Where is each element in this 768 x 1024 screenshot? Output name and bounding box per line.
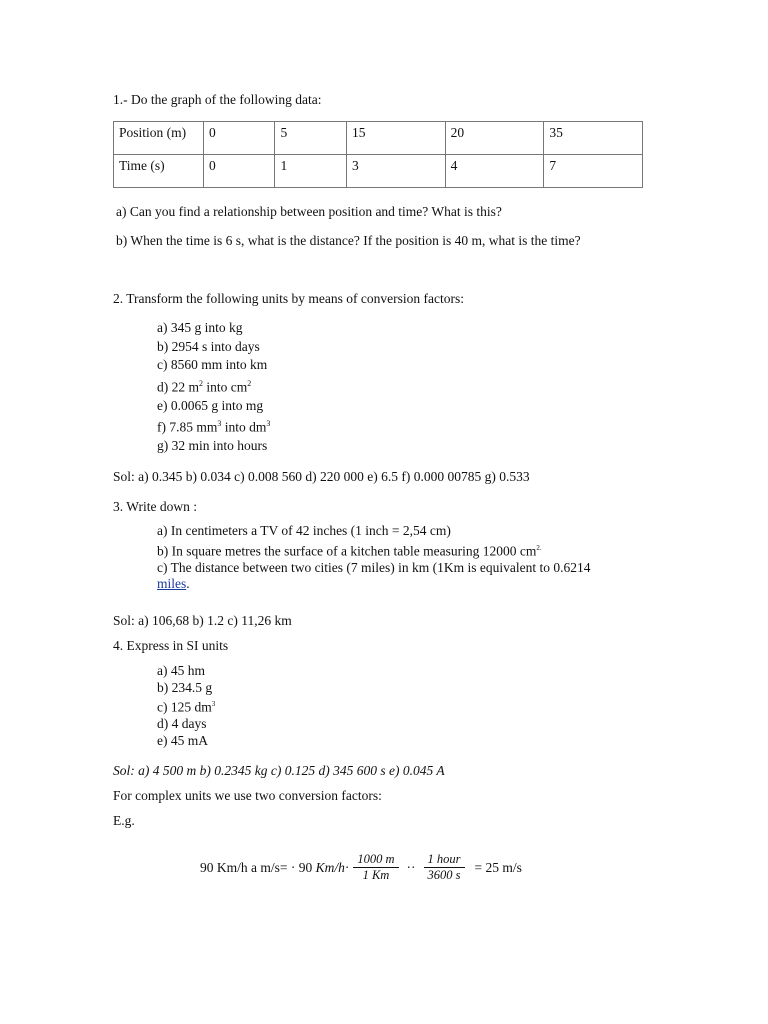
item-text: f) 7.85 mm: [157, 419, 218, 435]
table-cell: 20: [445, 122, 544, 155]
fraction-numerator: 1000 m: [353, 852, 398, 868]
q2-title: 2. Transform the following units by means of conversion factors:: [113, 291, 464, 306]
list-item: d) 4 days: [157, 716, 207, 731]
list-item: g) 32 min into hours: [157, 438, 268, 453]
list-item: c) The distance between two cities (7 miles) in km (1Km is equivalent to 0.6214: [157, 559, 591, 575]
fraction-denominator: 3600 s: [427, 868, 461, 882]
formula-lead: 90 Km/h a m/s= · 90: [200, 859, 316, 875]
table-cell: 7: [544, 155, 643, 188]
table-cell: 4: [445, 155, 544, 188]
table-row: [114, 155, 643, 188]
list-item: [157, 576, 591, 593]
formula-unit: Km/h: [315, 859, 345, 875]
q4-list: [157, 663, 215, 749]
formula-dot: ·: [344, 859, 350, 875]
table-cell: 0: [204, 122, 275, 155]
superscript: 3: [211, 700, 216, 708]
q1-title: 1.- Do the graph of the following data:: [113, 92, 322, 107]
formula-dot: ··: [406, 859, 416, 875]
conversion-formula: [200, 852, 522, 883]
q3-list: [157, 523, 591, 593]
q3-title: 3. Write down :: [113, 499, 197, 514]
data-table: [113, 121, 643, 188]
fraction-denominator: 1 Km: [362, 868, 390, 882]
list-item: [157, 375, 270, 397]
list-item: a) In centimeters a TV of 42 inches (1 inch = 2,54 cm): [157, 523, 451, 538]
table-cell: 3: [346, 155, 445, 188]
table-cell: 1: [275, 155, 346, 188]
superscript: 2: [247, 378, 252, 388]
formula-result: = 25 m/s: [474, 859, 522, 875]
superscript: 3: [217, 419, 222, 428]
example-label: E.g.: [113, 813, 135, 828]
q2-solution: Sol: a) 0.345 b) 0.034 c) 0.008 560 d) 220 000 e) 6.5 f) 0.000 00785 g) 0.533: [113, 469, 530, 484]
q2-list: [157, 319, 270, 456]
q4-solution: Sol: a) 4 500 m b) 0.2345 kg c) 0.125 d) 345 600 s e) 0.045 A: [113, 763, 445, 778]
table-cell: 5: [275, 122, 346, 155]
q4-title: 4. Express in SI units: [113, 638, 229, 653]
item-text: into cm: [203, 379, 248, 394]
list-item: e) 45 mA: [157, 732, 208, 748]
table-cell: 15: [346, 122, 445, 155]
item-text: into dm: [221, 419, 267, 435]
list-item: a) 45 hm: [157, 663, 205, 678]
table-row: [114, 122, 643, 155]
table-cell: 35: [544, 122, 643, 155]
superscript: 2.: [536, 543, 542, 552]
q1-part-b: b) When the time is 6 s, what is the distance? If the position is 40 m, what is the time?: [116, 233, 581, 248]
item-text: .: [186, 576, 190, 591]
list-item: [157, 540, 591, 560]
conversion-factor-1: [353, 852, 398, 883]
q1-part-a: a) Can you find a relationship between position and time? What is this?: [116, 204, 502, 219]
list-item: b) 234.5 g: [157, 679, 213, 695]
list-item: [157, 415, 270, 437]
conversion-factor-2: [424, 852, 465, 883]
list-item: [157, 696, 215, 716]
list-item: b) 2954 s into days: [157, 338, 260, 354]
list-item: a) 345 g into kg: [157, 320, 243, 335]
item-text: b) In square metres the surface of a kitchen table measuring 12000 cm: [157, 543, 537, 558]
list-item: e) 0.0065 g into mg: [157, 397, 264, 413]
item-text: d) 22 m: [157, 379, 199, 394]
complex-intro: For complex units we use two conversion factors:: [113, 788, 382, 803]
superscript: 3: [266, 419, 271, 428]
q3-solution: Sol: a) 106,68 b) 1.2 c) 11,26 km: [113, 613, 292, 628]
list-item: c) 8560 mm into km: [157, 357, 268, 372]
table-cell: 0: [204, 155, 275, 188]
table-cell-label: Position (m): [114, 122, 204, 155]
fraction-numerator: 1 hour: [424, 852, 465, 868]
item-text: c) 125 dm: [157, 699, 212, 715]
miles-link[interactable]: miles: [157, 576, 187, 591]
superscript: 2: [199, 378, 203, 388]
table-cell-label: Time (s): [114, 155, 204, 188]
